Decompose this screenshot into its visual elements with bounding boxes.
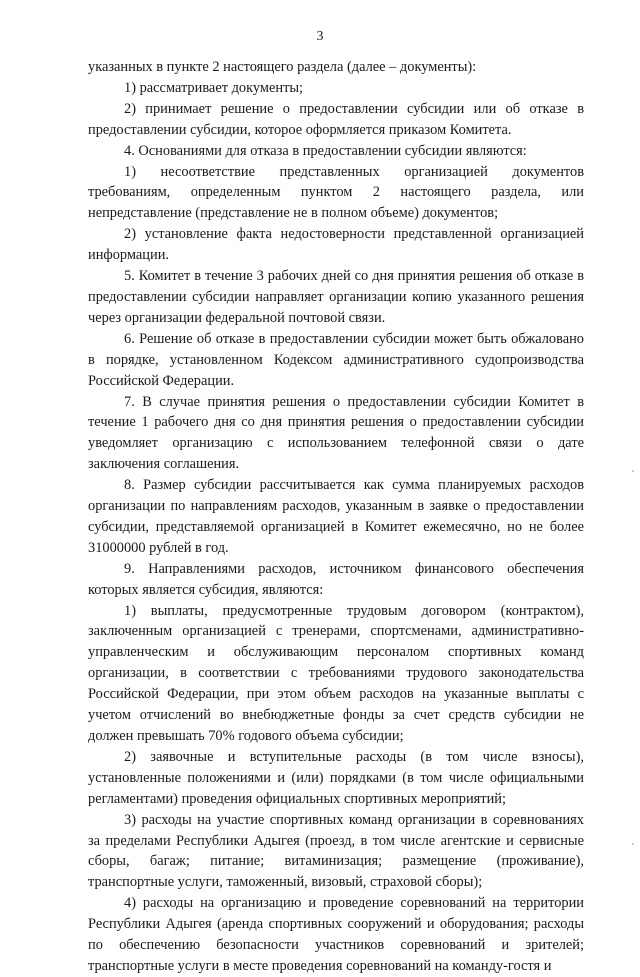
- paragraph-refusal-grounds: 4. Основаниями для отказа в предоставлении субсидии являются:: [124, 142, 527, 159]
- paragraph-expense-2: 2) заявочные и вступительные расходы (в том числе взносы), установленные положениями и (или) порядками (в том числе официальными регламентами) проведения официальных спортивных мероприятий;: [88, 748, 584, 807]
- paragraph-appeal: 6. Решение об отказе в предоставлении субсидии может быть обжаловано в порядке, установленном Кодексом административного судопроизводства Российской Федерации.: [88, 330, 584, 389]
- paragraph-review-documents: 1) рассматривает документы;: [124, 79, 304, 96]
- paragraph-decision: 2) принимает решение о предоставлении субсидии или об отказе в предоставлении субсидии, которое оформляется приказом Комитета.: [88, 100, 584, 138]
- paragraph-refusal-ground-2: 2) установление факта недостоверности представленной организацией информации.: [88, 226, 584, 264]
- paragraph-expense-directions: 9. Направлениями расходов, источником финансового обеспечения которых является субсидия, являются:: [88, 560, 584, 598]
- scan-artifact-dot: [632, 470, 634, 472]
- paragraph-expense-1: 1) выплаты, предусмотренные трудовым договором (контрактом), заключенным организацией с тренерами, спортсменами, административно-управленческим и обслуживающим персоналом спортивных команд организации, в соответствии с требованиями трудового законодательства Российской Федерации, при этом объем расходов на указанные выплаты с учетом отчислений во внебюджетные фонды за счет средств субсидии не должен превышать 70% годового объема субсидии;: [88, 602, 584, 744]
- paragraph-documents-intro: указанных в пункте 2 настоящего раздела (далее – документы):: [88, 59, 477, 75]
- page-number: 3: [316, 29, 324, 44]
- document-body: [88, 57, 584, 977]
- scan-artifact-dot: [632, 843, 634, 845]
- paragraph-subsidy-amount: 8. Размер субсидии рассчитывается как сумма планируемых расходов организации по направлениям расходов, указанным в заявке о предоставлении субсидии, представляемой организацией в Комитет ежемесячно, но не более 31000000 рублей в год.: [88, 477, 584, 556]
- paragraph-grant-notice: 7. В случае принятия решения о предоставлении субсидии Комитет в течение 1 рабочего дня со дня принятия решения о предоставлении субсидии уведомляет организацию с использованием телефонной связи о дате заключения соглашения.: [88, 393, 584, 473]
- paragraph-expense-3: 3) расходы на участие спортивных команд организации в соревнованиях за пределами Республики Адыгея (проезд, в том числе агентские и сервисные сборы, багаж; питание; витаминизация; размещение (проживание), транспортные услуги, таможенный, визовый, страховой сборы);: [88, 811, 584, 891]
- paragraph-refusal-ground-1: 1) несоответствие представленных организацией документов требованиям, определенным пунктом 2 настоящего раздела, или непредставление (представление не в полном объеме) документов;: [88, 163, 584, 222]
- paragraph-expense-4: 4) расходы на организацию и проведение соревнований на территории Республики Адыгея (аренда спортивных сооружений и оборудования; расходы по обеспечению безопасности участников соревнований и зрителей; транспортные услуги в месте проведения соревнований на команду-гостя и: [88, 895, 584, 974]
- paragraph-refusal-notice: 5. Комитет в течение 3 рабочих дней со дня принятия решения об отказе в предоставлении субсидии направляет организации копию указанного решения через организации федеральной почтовой связи.: [88, 268, 584, 326]
